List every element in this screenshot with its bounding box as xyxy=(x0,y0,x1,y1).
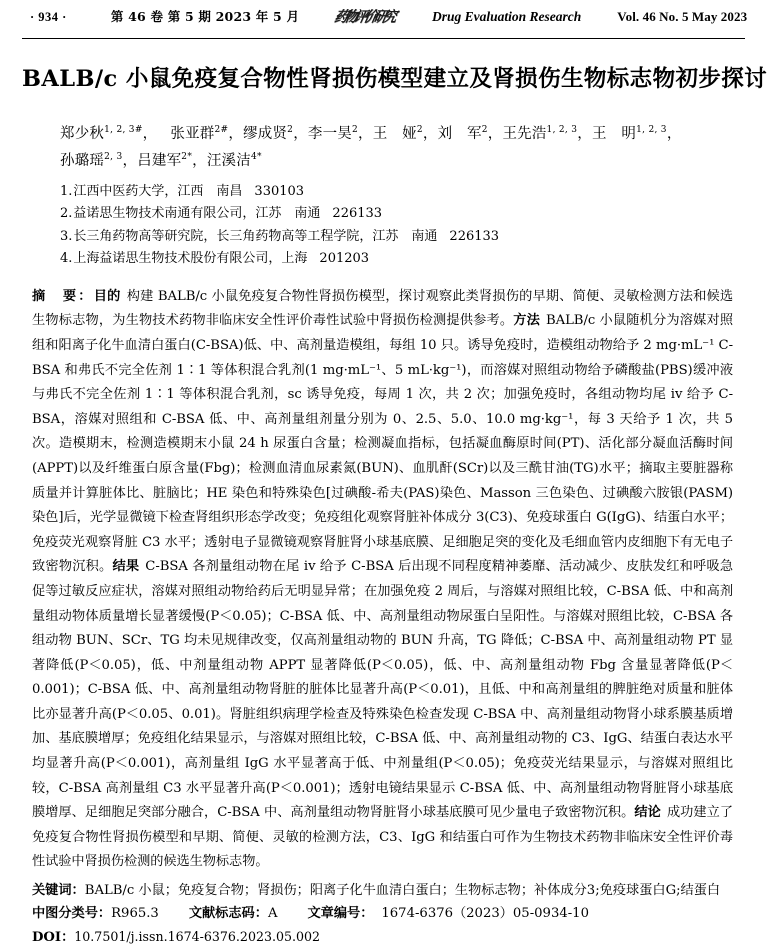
author: 吕建军$^{2*}$ xyxy=(137,151,193,169)
article-metadata xyxy=(22,879,745,949)
keywords-row xyxy=(32,879,733,902)
author: 李一昊$^2$ xyxy=(307,125,359,142)
abstract-methods-text: BALB/c 小鼠随机分为溶媒对照组和阳离子化牛血清白蛋白(C-BSA)低、中、高剂量造模组，每组 10 只。诱导免疫时，造模组动物给予 2 mg·mL⁻¹ C-BSA 和弗氏不完全佐剂 1∶1 等体积混合乳剂(1 mg·mL⁻¹、5 mL·kg⁻¹)，而溶媒对照组动物给予磷酸盐(PBS)缓冲液与弗氏不完全佐剂 1∶1 等体积混合乳剂，sc 诱导免疫，每周 1 次，共 2 次；加强免疫时，各组动物均尾 iv 给予 C-BSA，溶媒对照组和 C-BSA 低、中、高剂量组剂量分别为 0、2.5、5.0、10.0 mg·kg⁻¹，每 3 天给予 1 次，共 5 次。造模期末，检测造模期末小鼠 24 h 尿蛋白含量；检测凝血指标，包括凝血酶原时间(PT)、活化部分凝血活酶时间(APPT)以及纤维蛋白原含量(Fbg)；检测血清血尿素氮(BUN)、血肌酐(SCr)以及三酰甘油(TG)水平；摘取主要脏器称质量并计算脏体比、脏脑比；HE 染色和特殊染色[过碘酸-希夫(PAS)染色、Masson 三色染色、过碘酸六胺银(PASM)染色]后，光学显微镜下检查肾组织形态学改变；免疫组化观察肾脏补体成分 3(C3)、免疫球蛋白 G(IgG)、结蛋白水平；免疫荧光观察肾脏 C3 水平；透射电子显微镜观察肾脏肾小球基底膜、足细胞足突的变化及毛细血管内皮细胞下有无电子致密物沉积。 xyxy=(32,313,733,575)
article-id-value: 1674-6376（2023）05-0934-10 xyxy=(381,906,589,922)
journal-logo-cn: 药物评价研究 xyxy=(332,9,396,27)
clc-value: R965.3 xyxy=(111,906,159,922)
author-line-1: 郑少秋$^{1, 2, 3\#}$， 张亚群$^{2\#}$，缪成贤$^2$，李一昊$^2$，王 娅$^2$，刘 军$^2$，王先浩$^{1, 2, 3}$，王 明$^{1, 2, 3}$， xyxy=(60,125,682,142)
author: 王 娅$^2$ xyxy=(372,125,423,142)
affiliation-item: 2.益诺思生物技术南通有限公司，江苏 南通 226133 xyxy=(60,206,383,222)
author-list xyxy=(22,119,745,173)
journal-name-en: Drug Evaluation Research xyxy=(432,9,582,24)
abstract-methods-label: 方法 xyxy=(513,313,540,329)
abstract-conclusion-label: 结论 xyxy=(634,805,661,821)
article-title: BALB/c 小鼠免疫复合物性肾损伤模型建立及肾损伤生物标志物初步探讨 xyxy=(22,66,767,92)
author: 汪溪洁$^{4*}$ xyxy=(206,151,262,169)
affiliation-list xyxy=(22,181,745,271)
author-line-2: 孙璐瑶$^{2, 3}$，吕建军$^{2*}$，汪溪洁$^{4*}$ xyxy=(60,151,262,169)
volume-issue-cn: 第 46 卷 第 5 期 2023 年 5 月 xyxy=(110,9,300,24)
author: 刘 军$^2$ xyxy=(437,125,488,142)
page-number: · 934 · xyxy=(30,10,67,24)
abstract-objective-label: 目的 xyxy=(93,288,121,304)
volume-issue-en: Vol. 46 No. 5 May 2023 xyxy=(617,9,748,24)
abstract-objective-text: 构建 BALB/c 小鼠免疫复合物性肾损伤模型，探讨观察此类肾损伤的早期、简便、灵敏检测方法和候选生物标志物，为生物技术药物非临床安全性评价毒性试验中肾损伤检测提供参考。 xyxy=(32,288,733,329)
abstract-label: 摘 要： xyxy=(32,288,94,304)
doi-row xyxy=(32,925,733,949)
document-code-value: A xyxy=(267,906,278,922)
author: 张亚群$^{2\#}$ xyxy=(170,125,229,142)
abstract-conclusion-text: 成功建立了免疫复合物性肾损伤模型和早期、简便、灵敏的检测方法，C3、IgG 和结蛋白可作为生物技术药物非临床安全性评价毒性试验中肾损伤检测的候选生物标志物。 xyxy=(32,805,734,870)
affiliation-item: 1.江西中医药大学，江西 南昌 330103 xyxy=(60,183,305,199)
clc-label: 中图分类号： xyxy=(32,906,112,922)
classification-row xyxy=(32,902,733,925)
author: 郑少秋$^{1, 2, 3\#}$ xyxy=(60,125,143,142)
running-head xyxy=(22,0,748,36)
document-code-label: 文献标志码： xyxy=(188,906,268,922)
abstract-results-text: C-BSA 各剂量组动物在尾 iv 给予 C-BSA 后出现不同程度精神萎靡、活动减少、皮肤发红和呼吸急促等过敏反应症状，溶媒对照组动物给药后无明显异常；在加强免疫 2 周后，与溶媒对照组比较，C-BSA 低、中和高剂量组动物体质量增长显著缓慢(P＜0.05)；C-BSA 低、中、高剂量组动物尿蛋白呈阳性。与溶媒对照组比较，C-BSA 各组动物 BUN、SCr、TG 均未见规律改变，仅高剂量组动物的 BUN 升高，TG 降低；C-BSA 中、高剂量组动物 PT 显著降低(P＜0.05)，低、中剂量组动物 APPT 显著降低(P＜0.05)，低、中、高剂量组动物 Fbg 含量显著降低(P＜0.001)；C-BSA 低、中、高剂量组动物肾脏的脏体比显著升高(P＜0.01)，且低、中和高剂量组的脾脏绝对质量和脏体比亦显著升高(P＜0.05、0.01)。肾脏组织病理学检查及特殊染色检查发现 C-BSA 中、高剂量组动物肾小球系膜基质增加、基底膜增厚；免疫组化结果显示，与溶媒对照组比较，C-BSA 低、中、高剂量组动物的 C3、IgG、结蛋白表达水平均显著升高(P＜0.001)，高剂量组 IgG 水平显著高于低、中剂量组(P＜0.05)；免疫荧光结果显示，与溶媒对照组比较，C-BSA 高剂量组 C3 水平显著升高(P＜0.001)；透射电镜结果显示 C-BSA 低、中、高剂量组动物肾脏肾小球基底膜增厚、足细胞足突部分融合，C-BSA 中、高剂量组动物肾脏肾小球基底膜可见少量电子致密物沉积。 xyxy=(32,559,733,821)
abstract xyxy=(22,285,745,875)
affiliation-item: 4.上海益诺思生物技术股份有限公司，上海 201203 xyxy=(60,251,370,267)
affiliation-item: 3.长三角药物高等研究院，长三角药物高等工程学院，江苏 南通 226133 xyxy=(60,228,500,244)
article-id-label: 文章编号： xyxy=(307,906,374,922)
author: 王先浩$^{1, 2, 3}$ xyxy=(502,125,578,142)
author: 王 明$^{1, 2, 3}$ xyxy=(591,125,667,142)
keywords-text: BALB/c 小鼠；免疫复合物；肾损伤；阳离子化牛血清白蛋白；生物标志物；补体成分3;免疫球蛋白G;结蛋白 xyxy=(84,883,721,899)
header-divider xyxy=(22,38,745,39)
author: 缪成贤$^2$ xyxy=(243,125,294,142)
abstract-results-label: 结果 xyxy=(112,559,140,575)
author: 孙璐瑶$^{2, 3}$ xyxy=(60,151,123,169)
doi-label: DOI： xyxy=(32,930,75,946)
keywords-label: 关键词： xyxy=(32,883,85,899)
doi-value: 10.7501/j.issn.1674-6376.2023.05.002 xyxy=(74,929,321,945)
